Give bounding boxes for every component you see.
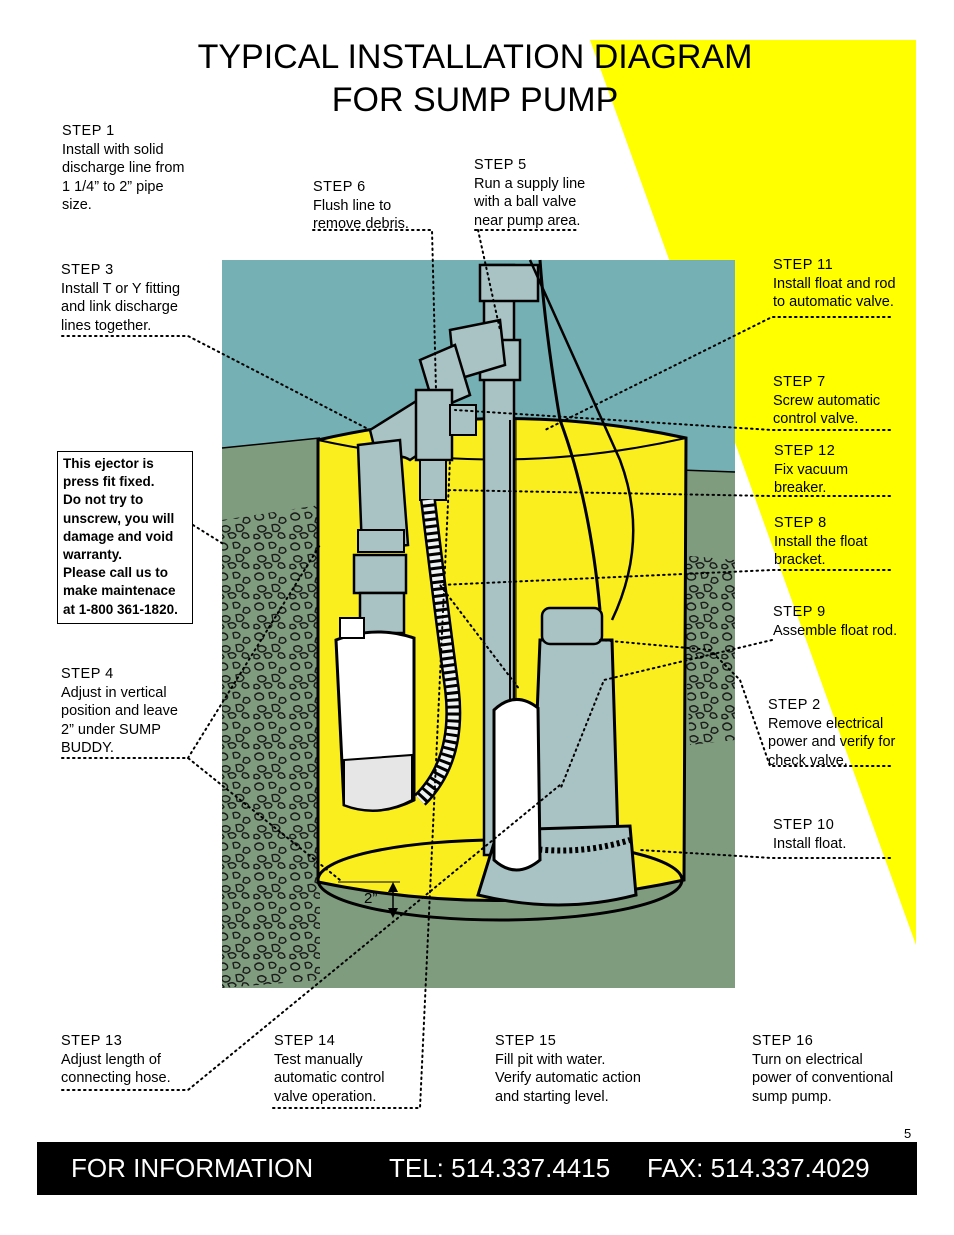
step-2-label: STEP 2 Remove electrical power and verify for check valve. [768, 697, 896, 769]
footer-fax: FAX: 514.337.4029 [647, 1153, 870, 1183]
footer-tel: TEL: 514.337.4415 [389, 1153, 611, 1183]
page-number: 5 [904, 1126, 912, 1141]
warranty-notice [57, 451, 193, 624]
step-6-label: STEP 6 Flush line to remove debris. [313, 179, 409, 232]
step-12-label: STEP 12 Fix vacuum breaker. [774, 443, 849, 496]
step-16-label: STEP 16 Turn on electrical power of conventional sump pump. [752, 1033, 894, 1105]
step-11-label: STEP 11 Install float and rod to automatic valve. [773, 257, 896, 310]
notice-line: warranty. [63, 547, 123, 563]
notice-line: damage and void [63, 528, 174, 544]
notice-line: This ejector is [63, 456, 154, 471]
step-7-label: STEP 7 Screw automatic control valve. [773, 374, 881, 427]
notice-line: Do not try to [63, 492, 144, 508]
notice-line: at 1-800 361-1820. [63, 601, 178, 617]
step-5-label: STEP 5 Run a supply line with a ball valve near pump area. [474, 157, 586, 229]
step-10-label: STEP 10 Install float. [773, 817, 847, 852]
sump-pump [532, 640, 618, 840]
step-15-label: STEP 15 Fill pit with water. Verify automatic action and starting level. [495, 1033, 641, 1105]
page-subtitle: FOR SUMP PUMP [331, 81, 619, 119]
notice-line: press fit fixed. [63, 474, 155, 490]
step-3-label: STEP 3 Install T or Y fitting and link discharge lines together. [61, 262, 181, 334]
step-8-label: STEP 8 Install the float bracket. [774, 515, 868, 568]
step-9-label: STEP 9 Assemble float rod. [773, 604, 898, 639]
notice-line: unscrew, you will [63, 510, 175, 526]
float [494, 699, 540, 870]
automatic-valve [416, 390, 452, 460]
footer-bar [37, 1142, 917, 1195]
step-13-label: STEP 13 Adjust length of connecting hose. [61, 1033, 171, 1086]
step-1-label: STEP 1 Install with solid discharge line from 1 1/4” to 2” pipe size. [62, 123, 185, 213]
step-14-label: STEP 14 Test manually automatic control valve operation. [274, 1033, 385, 1105]
dimension-label: 2” [364, 890, 378, 907]
notice-line: Please call us to [63, 565, 169, 581]
page-title: TYPICAL INSTALLATION DIAGRAM [197, 38, 753, 76]
footer-info: FOR INFORMATION [71, 1153, 314, 1183]
step-4-label: STEP 4 Adjust in vertical position and leave 2” under SUMP BUDDY. [61, 666, 178, 756]
notice-line: make maintenace [63, 583, 176, 599]
